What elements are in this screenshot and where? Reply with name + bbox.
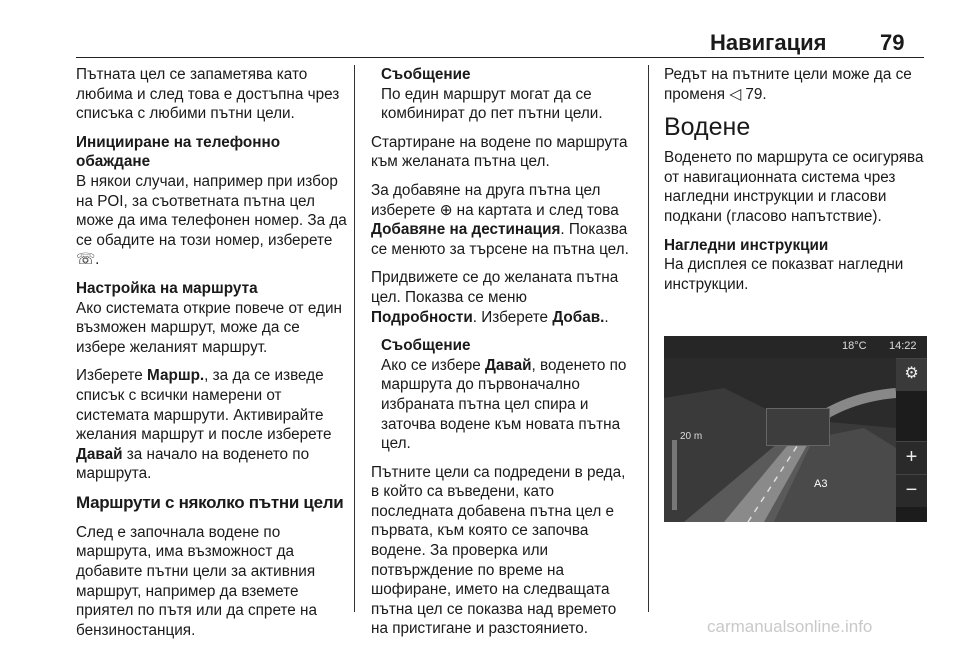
gear-icon: ⚙ — [896, 358, 927, 391]
note-2-text-b: , воденето по маршрута до първоначално избраната пътна цел спира и заточва водене към новата пътна цел. — [381, 356, 627, 453]
col2-paragraph-4: Пътните цели са подредени в реда, в който са въведени, като последната добавена пътна цел е първата, към която се започва водене. За проверка или потвърждение по време на шофиране, името на следващата пътна цел се показва над времето на пристигане и разстоянието. — [371, 463, 626, 638]
route-paragraph-1: Ако системата открие повече от един възможен маршрут, може да се избере желаният маршрут. — [76, 299, 342, 356]
intro-paragraph: Пътната цел се запаметява като любима и след това е достъпна чрез списъка с любими пътни цели. — [76, 66, 340, 123]
phone-icon: ☏ — [76, 251, 96, 269]
guidance-paragraph: Воденето по маршрута се осигурява от навигационната система чрез нагледни инструкции и гласови подкани (гласово напътствие). — [664, 149, 924, 225]
column-divider-1 — [354, 65, 355, 612]
nav-road-label: A3 — [814, 478, 828, 490]
p2-bold: Добавяне на дестинация — [371, 221, 561, 239]
call-period: . — [95, 251, 100, 269]
nav-direction-sign — [766, 408, 830, 446]
multi-destination-paragraph: След е започнала водене по маршрута, има възможност да добавите пътни цели за активния маршрут, например да вземете приятел по пътя или да спрете на бензиностанция. — [76, 523, 317, 639]
route-p2-bold-1: Маршр. — [147, 367, 205, 385]
col2-paragraph-3 — [371, 268, 634, 327]
call-heading: Иницииране на телефонно обаждане — [76, 133, 281, 171]
note-1 — [371, 65, 634, 124]
p3-text-b: . Изберете — [472, 308, 553, 326]
note-1-text: По един маршрут могат да се комбинират до пет пътни цели. — [381, 85, 603, 123]
note-2-bold: Давай — [484, 356, 532, 374]
arrow-ref-icon: ◁ — [729, 85, 742, 103]
column-2 — [371, 65, 634, 648]
route-paragraph-2 — [76, 366, 348, 484]
call-paragraph — [76, 172, 348, 270]
guidance-heading: Водене — [664, 113, 751, 142]
column-3 — [664, 65, 928, 303]
multi-destination-heading: Маршрути с няколко пътни цели — [76, 492, 344, 512]
route-p2-text-b: , за да се изведе списък с всички намерени от системата маршрути. Активирайте желания маршрут и после изберете — [76, 367, 332, 444]
call-text: В някои случаи, например при избор на POI, за съответната пътна цел може да има телефонен номер. За да се обадите на този номер, изберете — [76, 172, 347, 249]
nav-progress-strip — [672, 440, 677, 510]
page-header-title: Навигация — [710, 30, 827, 55]
p3-text-a: Придвижете се до желаната пътна цел. Показва се меню — [371, 269, 619, 306]
col3-p1-text-a: Редът на пътните цели може да се променя — [664, 66, 912, 103]
visual-instructions-paragraph: На дисплея се показват нагледни инструкции. — [664, 256, 904, 293]
zoom-out-button: − — [896, 474, 927, 507]
nav-status-bar — [664, 336, 927, 358]
zoom-in-button: + — [896, 441, 927, 474]
visual-instructions-heading: Нагледни инструкции — [664, 236, 829, 254]
note-2-heading: Съобщение — [381, 337, 471, 355]
column-divider-2 — [648, 65, 649, 612]
column-1 — [76, 65, 348, 649]
note-2-text — [381, 356, 634, 454]
p3-bold-2: Добав. — [552, 308, 605, 326]
navigation-screen-image — [664, 336, 927, 522]
route-p2-text-a: Изберете — [76, 367, 148, 385]
p2-text-a: За добавяне на друга пътна цел изберете — [371, 181, 601, 219]
p2-text-c: . Показва се менюто за търсене на пътна цел. — [371, 221, 629, 258]
page-number: 79 — [880, 30, 905, 55]
col3-p1-text-b: 79. — [741, 85, 767, 103]
p3-text-c: . — [604, 308, 609, 326]
watermark: carmanualsonline.info — [707, 617, 873, 636]
route-heading: Настройка на маршрута — [76, 279, 258, 297]
nav-time: 14:22 — [889, 340, 917, 352]
note-2-text-a: Ако се избере — [381, 356, 485, 374]
col3-paragraph-1 — [664, 65, 928, 104]
note-1-heading: Съобщение — [381, 66, 471, 83]
target-icon: ⊕ — [439, 201, 453, 219]
col2-paragraph-2 — [371, 181, 634, 259]
note-2 — [371, 336, 634, 454]
p2-text-b: на картата и след това — [452, 201, 619, 219]
route-p2-bold-2: Давай — [76, 445, 123, 463]
route-p2-text-c: за начало на воденето по маршрута. — [76, 445, 310, 483]
nav-temperature: 18°C — [842, 340, 867, 352]
header-rule — [76, 57, 924, 58]
col2-paragraph-1: Стартиране на водене по маршрута към желаната пътна цел. — [371, 133, 628, 171]
nav-distance: 20 m — [680, 431, 703, 442]
p3-bold-1: Подробности — [371, 308, 473, 326]
